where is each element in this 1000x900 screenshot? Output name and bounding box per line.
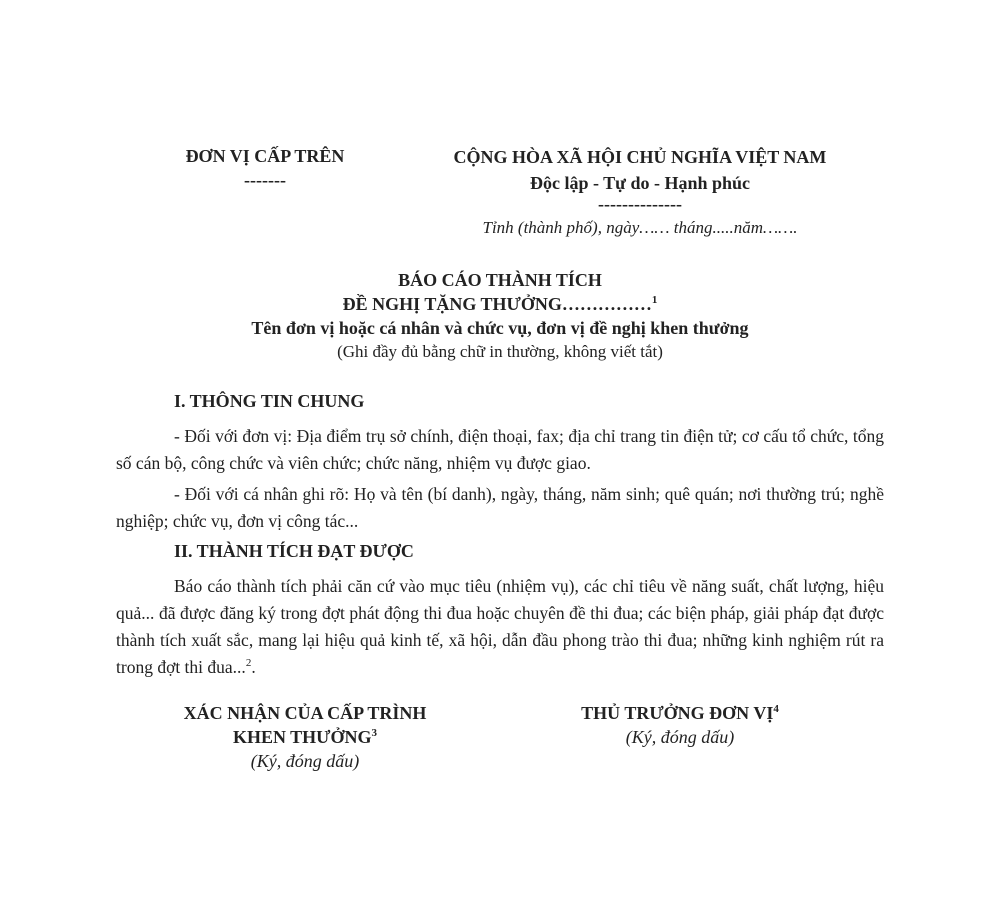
dateline: Tỉnh (thành phố), ngày…… tháng.....năm……. — [482, 218, 798, 237]
superior-unit-name: ĐƠN VỊ CẤP TRÊN — [185, 146, 345, 166]
head-of-unit-signature-block — [520, 701, 840, 749]
section-2-heading: II. THÀNH TÍCH ĐẠT ĐƯỢC — [174, 541, 414, 561]
section-1-unit-paragraph: - Đối với đơn vị: Địa điểm trụ sở chính, điện thoại, fax; địa chỉ trang tin điện tử; cơ cấu tổ chức, tổng số cán bộ, công chức và viên chức; chức năng, nhiệm vụ được giao. — [116, 426, 884, 473]
head-of-unit-sign-note: (Ký, đóng dấu) — [625, 727, 735, 747]
head-of-unit-text: THỦ TRƯỞNG ĐƠN VỊ — [581, 703, 774, 723]
award-proposal-text: ĐỀ NGHỊ TẶNG THƯỞNG…………… — [342, 294, 652, 314]
approver-title-line2 — [150, 725, 460, 749]
section-2-achievement-paragraph — [116, 573, 884, 681]
nominee-line: Tên đơn vị hoặc cá nhân và chức vụ, đơn vị đề nghị khen thưởng — [251, 318, 749, 338]
footnote-marker-3: 3 — [371, 727, 377, 739]
award-proposal-line — [200, 292, 800, 316]
approver-title-line1: XÁC NHẬN CỦA CẤP TRÌNH — [183, 703, 427, 723]
motto-separator: -------------- — [598, 194, 682, 214]
footnote-marker-1: 1 — [651, 294, 658, 306]
head-of-unit-title — [520, 701, 840, 725]
footnote-marker-2: 2 — [245, 657, 252, 669]
national-header-block — [410, 144, 870, 212]
national-motto: Độc lập - Tự do - Hạnh phúc — [529, 173, 751, 193]
achievement-end: . — [251, 657, 256, 677]
footnote-marker-4: 4 — [773, 703, 779, 715]
superior-unit-separator: ------- — [244, 170, 286, 190]
section-1-heading: I. THÔNG TIN CHUNG — [174, 391, 365, 411]
achievement-text: Báo cáo thành tích phải căn cứ vào mục tiêu (nhiệm vụ), các chỉ tiêu về năng suất, chất lượng, hiệu quả... đã được đăng ký trong đợt phát động thi đua hoặc chuyên đề thi đua; các biện pháp, giải pháp đạt được thành tích xuất sắc, mang lại hiệu quả kinh tế, xã hội, dẫn đầu phong trào thi đua; những kinh nghiệm rút ra trong đợt thi đua... — [116, 576, 884, 677]
country-name: CỘNG HÒA XÃ HỘI CHỦ NGHĨA VIỆT NAM — [453, 147, 827, 167]
approver-title-text: KHEN THƯỞNG — [232, 727, 372, 747]
superior-unit-block — [150, 144, 380, 192]
report-title-block — [200, 268, 800, 364]
writing-note: (Ghi đầy đủ bằng chữ in thường, không viết tắt) — [337, 342, 663, 361]
report-title: BÁO CÁO THÀNH TÍCH — [398, 270, 602, 290]
approver-signature-block — [150, 701, 460, 773]
approver-sign-note: (Ký, đóng dấu) — [250, 751, 360, 771]
section-1-individual-paragraph: - Đối với cá nhân ghi rõ: Họ và tên (bí danh), ngày, tháng, năm sinh; quê quán; nơi thường trú; nghề nghiệp; chức vụ, đơn vị công tác... — [116, 484, 884, 531]
